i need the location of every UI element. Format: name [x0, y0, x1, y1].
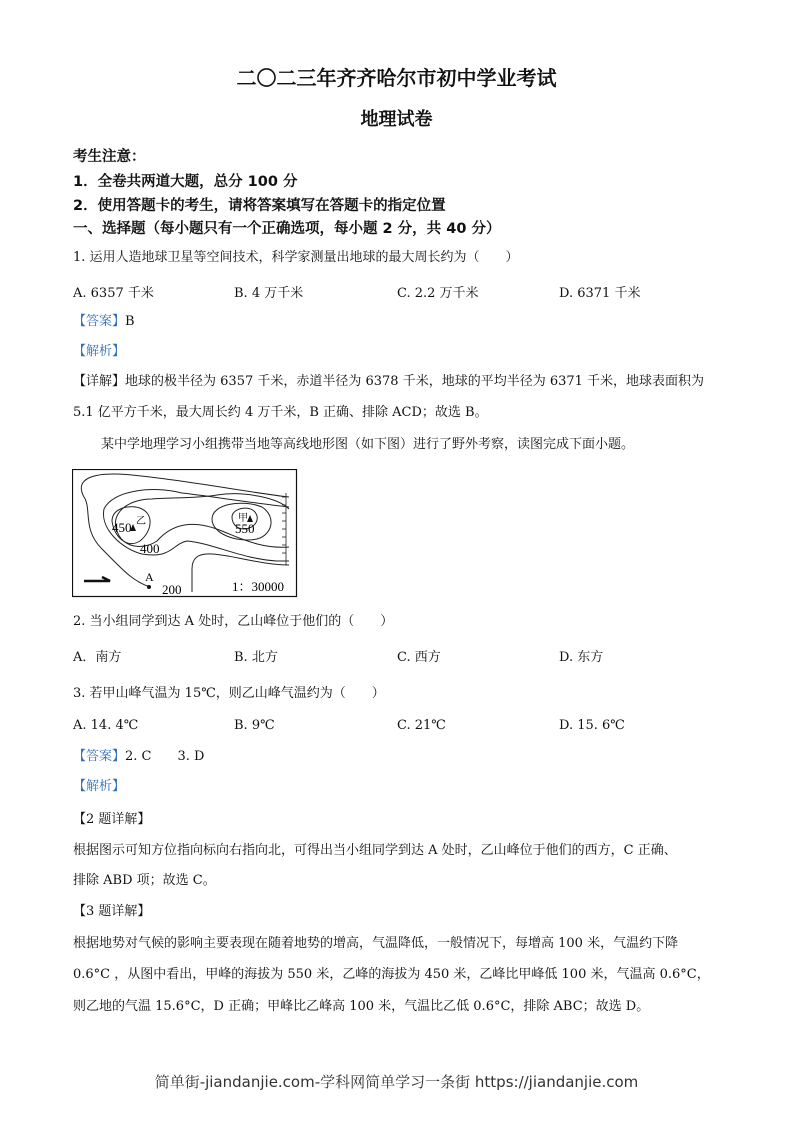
q1-detail [73, 374, 704, 390]
q3-stem: 3. 若甲山峰气温为 15℃，则乙山峰气温约为（ ） [73, 686, 385, 701]
q3-detail-text: 根据地势对气候的影响主要表现在随着地势的增高，气温降低，一般情况下，每增高 100 米，气温约下降 [73, 936, 679, 951]
q2-option-c: C. 西方 [397, 650, 441, 665]
q1-option-b: B. 4 万千米 [234, 286, 304, 301]
analysis-label: 【解析】 [73, 779, 126, 794]
note-item: 2．使用答题卡的考生，请将答案填写在答题卡的指定位置 [73, 198, 446, 214]
q3-option-c: C. 21℃ [397, 718, 446, 733]
q3-option-d: D. 15. 6℃ [559, 718, 625, 733]
label-jia: 甲 [238, 513, 248, 524]
q3-detail-text: 则乙地的气温 15.6°C，D 正确；甲峰比乙峰高 100 米，气温比乙低 0.6°C，排除 ABC；故选 D。 [73, 999, 650, 1014]
answer-label: 【答案】 [73, 314, 126, 329]
q3-option-a: A. 14. 4℃ [73, 718, 139, 733]
detail-label: 【详解】 [73, 374, 126, 389]
label-400: 400 [140, 541, 160, 556]
contour-map [72, 469, 298, 598]
q2-detail-text: 根据图示可知方位指向标向右指向北，可得出当小组同学到达 A 处时，乙山峰位于他们的西方，C 正确、 [73, 843, 677, 858]
detail-text: 地球的极半径为 6357 千米，赤道半径为 6378 千米，地球的平均半径为 6371 千米，地球表面积为 [125, 374, 705, 389]
answer-value: 2. C 3. D [125, 749, 205, 764]
note-item: 1．全卷共两道大题，总分 100 分 [73, 174, 298, 190]
intro-text: 某中学地理学习小组携带当地等高线地形图（如下图）进行了野外考察，读图完成下面小题。 [101, 437, 635, 452]
q3-detail-label: 【3 题详解】 [73, 904, 151, 919]
q2-detail-label: 【2 题详解】 [73, 812, 151, 827]
label-200: 200 [162, 582, 182, 597]
label-450: 450 [112, 520, 132, 535]
q3-option-b: B. 9℃ [234, 718, 275, 733]
notes-heading: 考生注意： [73, 149, 146, 165]
q2-stem: 2. 当小组同学到达 A 处时，乙山峰位于他们的（ ） [73, 614, 394, 629]
q2-option-b: B. 北方 [234, 650, 278, 665]
q2-option-d: D. 东方 [559, 650, 604, 665]
q1-answer [73, 314, 135, 330]
q1-option-a: A. 6357 千米 [73, 286, 154, 301]
analysis-label: 【解析】 [73, 344, 126, 359]
exam-title: 二〇二三年齐齐哈尔市初中学业考试 [236, 66, 557, 90]
label-a: A [145, 570, 154, 584]
q1-option-d: D. 6371 千米 [559, 286, 641, 301]
exam-subtitle: 地理试卷 [360, 109, 433, 130]
answer-label: 【答案】 [73, 749, 126, 764]
point-a-marker [147, 585, 151, 589]
q1-detail-cont: 5.1 亿平方千米，最大周长约 4 万千米，B 正确、排除 ACD；故选 B。 [73, 405, 488, 420]
label-yi: 乙 [136, 516, 146, 527]
answer-value: B [125, 314, 135, 329]
label-550: 550 [235, 521, 255, 536]
footer-watermark: 简单街-jiandanjie.com-学科网简单学习一条街 https://jiandanjie.com [154, 1073, 639, 1091]
map-scale: 1：30000 [232, 579, 285, 594]
q2-option-a: A．南方 [73, 650, 122, 665]
q1-option-c: C. 2.2 万千米 [397, 286, 479, 301]
q1-stem: 1. 运用人造地球卫星等空间技术，科学家测量出地球的最大周长约为（ ） [73, 250, 519, 265]
section-heading: 一、选择题（每小题只有一个正确选项，每小题 2 分，共 40 分） [73, 221, 501, 237]
q3-detail-text: 0.6°C ，从图中看出，甲峰的海拔为 550 米，乙峰的海拔为 450 米，乙峰比甲峰低 100 米，气温高 0.6°C， [73, 967, 710, 982]
q2-detail-text: 排除 ABD 项；故选 C。 [73, 873, 216, 888]
q2-q3-answer [73, 749, 204, 765]
